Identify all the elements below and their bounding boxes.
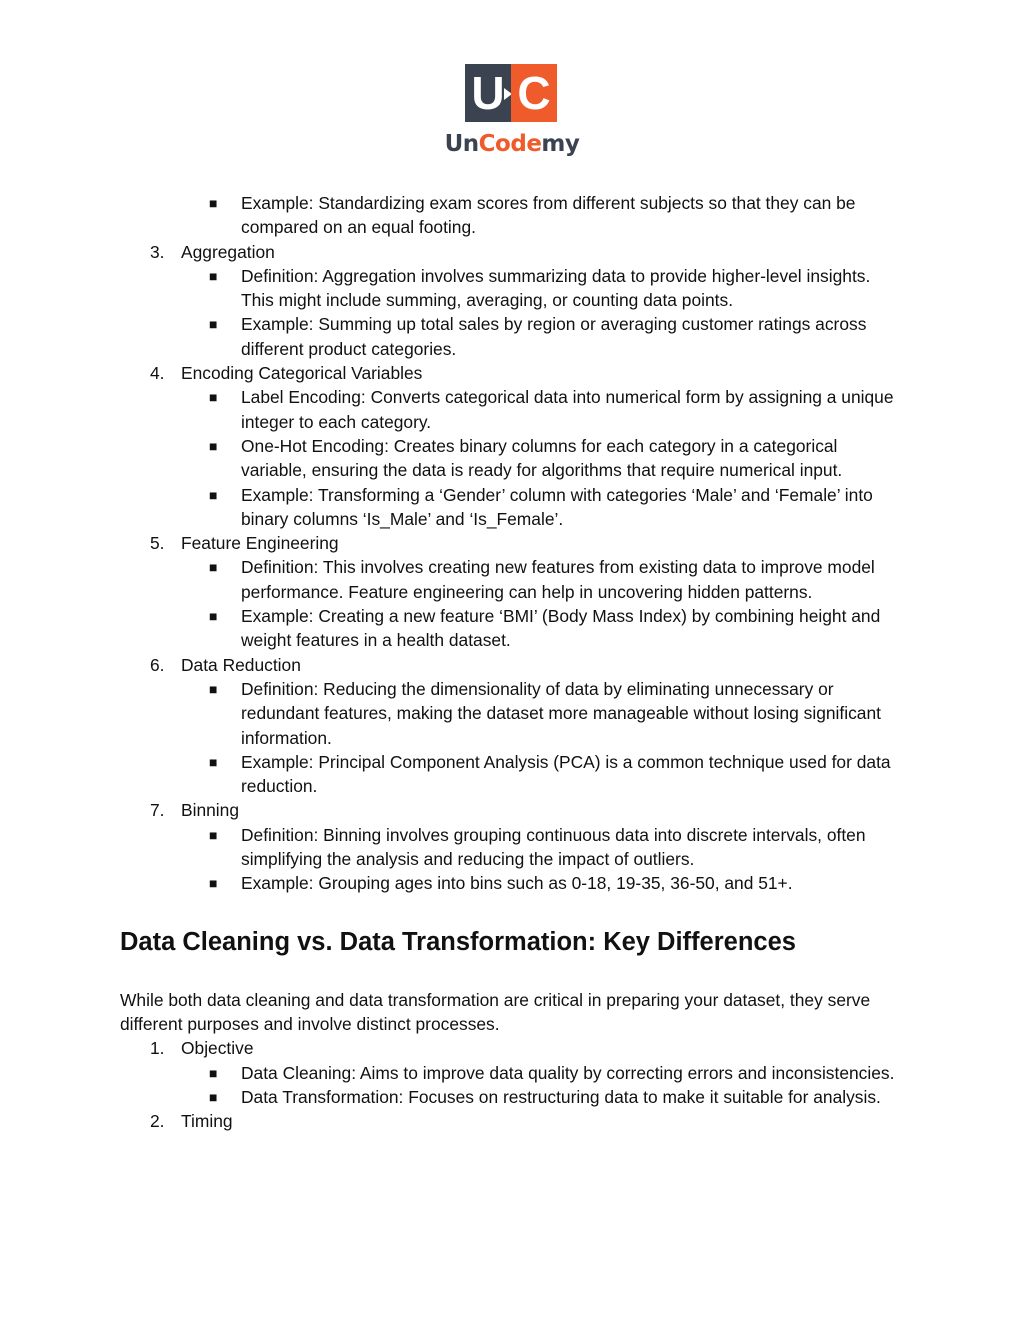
list-bullet xyxy=(120,871,903,895)
item-number: 2. xyxy=(150,1111,165,1132)
bullet-text: Example: Transforming a ‘Gender’ column with categories ‘Male’ and ‘Female’ into binary columns ‘Is_Male’ and ‘Is_Female’. xyxy=(241,484,873,529)
item-label: Encoding Categorical Variables xyxy=(181,363,423,384)
bullet-text: Data Transformation: Focuses on restructuring data to make it suitable for analysis. xyxy=(241,1086,881,1107)
bullet-marker: ■ xyxy=(209,608,218,625)
item-number: 7. xyxy=(150,800,165,821)
numbered-item xyxy=(120,798,920,822)
item-number: 4. xyxy=(150,363,165,384)
section-heading: Data Cleaning vs. Data Transformation: Key Differences xyxy=(120,927,796,956)
item-label: Timing xyxy=(181,1111,233,1132)
logo-tile-u: U xyxy=(465,64,511,122)
bullet-text: Example: Standardizing exam scores from different subjects so that they can be compared on an equal footing. xyxy=(241,193,856,238)
bullet-marker: ■ xyxy=(209,437,218,454)
logo-word-my: my xyxy=(541,131,580,157)
bullet-marker: ■ xyxy=(209,1088,218,1105)
item-label: Binning xyxy=(181,800,240,821)
item-label: Aggregation xyxy=(181,241,275,262)
bullet-marker: ■ xyxy=(209,559,218,576)
bullet-marker: ■ xyxy=(209,389,218,406)
bullet-marker: ■ xyxy=(209,267,218,284)
item-label: Data Reduction xyxy=(181,654,301,675)
item-number: 6. xyxy=(150,654,165,675)
list-bullet xyxy=(120,823,903,872)
numbered-item xyxy=(120,361,920,385)
list-bullet xyxy=(120,1085,903,1109)
list-bullet xyxy=(120,434,903,483)
list-bullet xyxy=(120,604,903,653)
bullet-text: Definition: Aggregation involves summarizing data to provide higher-level insights. This might include summing, averaging, or counting data points. xyxy=(241,265,871,311)
logo-tile-c: C xyxy=(511,64,557,122)
bullet-marker: ■ xyxy=(209,826,218,843)
bullet-marker: ■ xyxy=(209,753,218,770)
item-number: 5. xyxy=(150,533,165,554)
list-bullet xyxy=(120,191,903,240)
item-label: Feature Engineering xyxy=(181,533,339,554)
bullet-text: Definition: Binning involves grouping continuous data into discrete intervals, often simplifying the analysis and reducing the impact of outliers. xyxy=(241,824,866,870)
bullet-text: Data Cleaning: Aims to improve data quality by correcting errors and inconsistencies. xyxy=(241,1062,895,1083)
logo-mark xyxy=(465,64,557,122)
uncodemy-logo xyxy=(437,64,587,160)
bullet-marker: ■ xyxy=(209,680,218,697)
item-number: 1. xyxy=(150,1038,165,1059)
list-bullet xyxy=(120,385,903,434)
list-bullet xyxy=(120,312,903,361)
logo-word-un: Un xyxy=(444,131,479,157)
numbered-item xyxy=(120,531,920,555)
bullet-text: Definition: Reducing the dimensionality of data by eliminating unnecessary or redundant features, making the dataset more manageable without losing significant information. xyxy=(241,678,881,748)
logo-word-code: Code xyxy=(478,131,542,157)
list-bullet xyxy=(120,677,903,750)
numbered-item xyxy=(120,1109,920,1133)
list-bullet xyxy=(120,750,903,799)
bullet-text: Example: Grouping ages into bins such as 0-18, 19-35, 36-50, and 51+. xyxy=(241,873,793,894)
numbered-item xyxy=(120,653,920,677)
bullet-text: Example: Summing up total sales by region or averaging customer ratings across different product categories. xyxy=(241,314,867,359)
bullet-marker: ■ xyxy=(209,875,218,892)
item-number: 3. xyxy=(150,241,165,262)
list-bullet xyxy=(120,483,903,532)
bullet-text: Example: Creating a new feature ‘BMI’ (Body Mass Index) by combining height and weight features in a health dataset. xyxy=(241,606,881,651)
intro-paragraph: While both data cleaning and data transformation are critical in preparing your dataset, they serve different purposes and involve distinct processes. xyxy=(120,989,871,1034)
list-bullet xyxy=(120,555,903,604)
bullet-marker: ■ xyxy=(209,316,218,333)
numbered-item xyxy=(120,240,920,264)
document-body xyxy=(120,191,920,1133)
bullet-marker: ■ xyxy=(209,1064,218,1081)
numbered-item xyxy=(120,1036,920,1060)
bullet-text: Example: Principal Component Analysis (PCA) is a common technique used for data reduction. xyxy=(241,751,891,797)
bullet-marker: ■ xyxy=(209,486,218,503)
bullet-text: One-Hot Encoding: Creates binary columns for each category in a categorical variable, ensuring the data is ready for algorithms that require numerical input. xyxy=(241,435,843,481)
list-bullet xyxy=(120,264,903,313)
logo-wordmark xyxy=(437,130,587,158)
list-bullet xyxy=(120,1061,903,1085)
bullet-text: Label Encoding: Converts categorical data into numerical form by assigning a unique integer to each category. xyxy=(241,387,894,432)
item-label: Objective xyxy=(181,1038,254,1059)
bullet-marker: ■ xyxy=(209,195,218,211)
bullet-text: Definition: This involves creating new features from existing data to improve model performance. Feature engineering can help in uncovering hidden patterns. xyxy=(241,557,875,602)
